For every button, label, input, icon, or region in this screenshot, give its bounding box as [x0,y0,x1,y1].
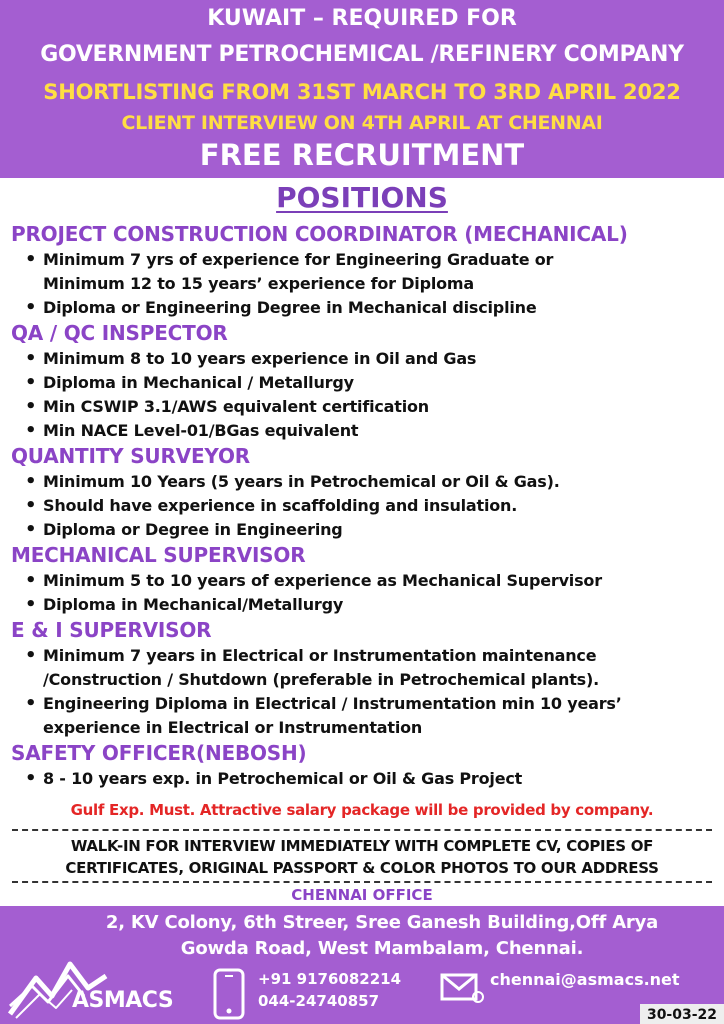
mail-icon [440,973,484,1003]
phone-mobile[interactable]: +91 9176082214 [258,970,402,988]
job-requirements-list [25,248,716,320]
requirement-item: • Minimum 7 yrs of experience for Engineering Graduate or Minimum 12 to 15 years’ experience for Diploma [25,248,716,296]
job-section [11,443,716,542]
job-requirements-list [25,767,716,791]
walkin-instructions: WALK-IN FOR INTERVIEW IMMEDIATELY WITH COMPLETE CV, COPIES OF CERTIFICATES, ORIGINAL PASSPORT & COLOR PHOTOS TO OUR ADDRESS [65,837,659,877]
phone-landline[interactable]: 044-24740857 [258,992,380,1010]
job-section [11,740,716,791]
date-badge: 30-03-22 [640,1004,724,1024]
header-line-free-recruitment: FREE RECRUITMENT [199,138,525,172]
requirement-item: • Diploma in Mechanical / Metallurgy [25,371,716,395]
office-address: 2, KV Colony, 6th Streer, Sree Ganesh Building,Off Arya Gowda Road, West Mambalam, Chennai. [105,912,659,959]
requirement-item: • Minimum 5 to 10 years of experience as Mechanical Supervisor [25,569,716,593]
gulf-experience-note: Gulf Exp. Must. Attractive salary package will be provided by company. [70,801,654,819]
footer-contact-band [0,906,724,1024]
requirement-item: • Minimum 10 Years (5 years in Petrochemical or Oil & Gas). [25,470,716,494]
job-section [11,221,716,320]
header-banner [0,0,724,178]
job-section [11,617,716,740]
requirement-item: • Min CSWIP 3.1/AWS equivalent certification [25,395,716,419]
requirement-item: • Should have experience in scaffolding and insulation. [25,494,716,518]
divider-bottom [12,881,712,883]
email-link[interactable]: chennai@asmacs.net [490,970,680,989]
job-requirements-list [25,569,716,617]
header-line-interview: CLIENT INTERVIEW ON 4TH APRIL AT CHENNAI [121,112,603,134]
job-requirements-list [25,644,716,740]
requirement-item: • Min NACE Level-01/BGas equivalent [25,419,716,443]
job-title: E & I SUPERVISOR [11,618,212,642]
requirement-item: • Diploma in Mechanical/Metallurgy [25,593,716,617]
job-requirements-list [25,347,716,443]
requirement-item: • 8 - 10 years exp. in Petrochemical or Oil & Gas Project [25,767,716,791]
header-line-country: KUWAIT – REQUIRED FOR [207,6,517,31]
job-section [11,320,716,443]
job-title: PROJECT CONSTRUCTION COORDINATOR (MECHANICAL) [11,222,628,246]
phone-icon [212,968,246,1020]
requirement-item: • Minimum 7 years in Electrical or Instrumentation maintenance /Construction / Shutdown (preferable in Petrochemical plants). [25,644,716,692]
header-line-company: GOVERNMENT PETROCHEMICAL /REFINERY COMPANY [40,42,684,67]
job-title: QA / QC INSPECTOR [11,321,228,345]
requirement-item: • Diploma or Engineering Degree in Mechanical discipline [25,296,716,320]
header-line-shortlisting: SHORTLISTING FROM 31ST MARCH TO 3RD APRIL 2022 [43,80,681,104]
office-heading: CHENNAI OFFICE [291,886,433,904]
job-title: QUANTITY SURVEYOR [11,444,250,468]
divider-top [12,829,712,831]
requirement-item: • Minimum 8 to 10 years experience in Oil and Gas [25,347,716,371]
job-requirements-list [25,470,716,542]
requirement-item: • Diploma or Degree in Engineering [25,518,716,542]
positions-title: POSITIONS [276,181,448,214]
job-title: SAFETY OFFICER(NEBOSH) [11,741,307,765]
job-title: MECHANICAL SUPERVISOR [11,543,306,567]
logo-wordmark: ASMACS [72,988,174,1013]
requirement-item: • Engineering Diploma in Electrical / Instrumentation min 10 years’ experience in Electrical or Instrumentation [25,692,716,740]
job-positions-list [11,221,716,791]
phone-numbers [258,968,401,1012]
job-section [11,542,716,617]
